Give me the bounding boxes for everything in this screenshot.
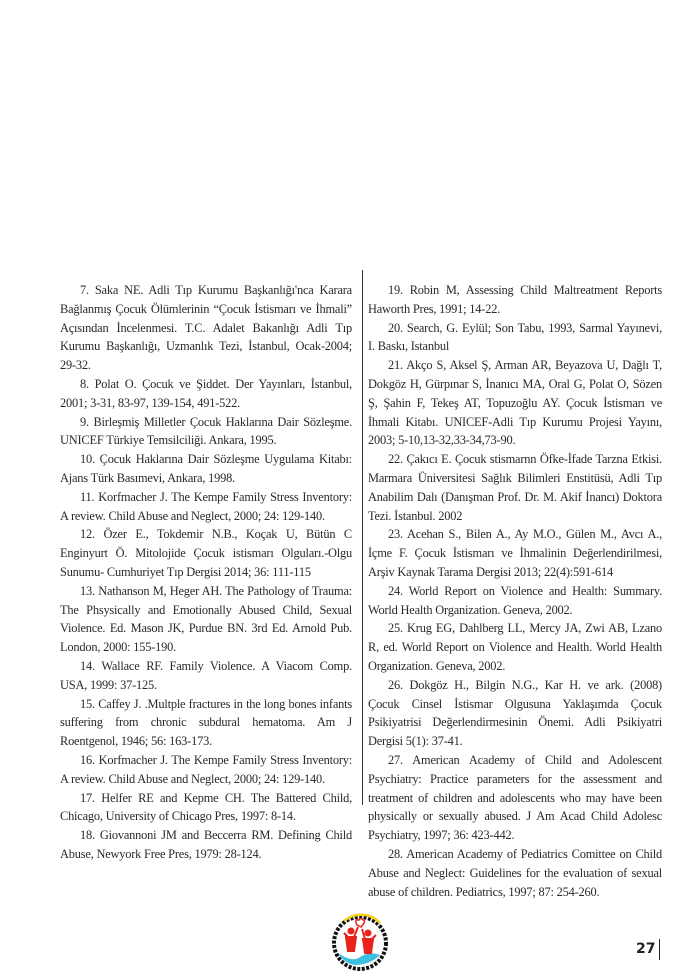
references-right-column: [368, 281, 662, 901]
reference-item: 9. Birleşmiş Milletler Çocuk Haklarına Dair Sözleşme. UNICEF Türkiye Temsilciliği. Ankara, 1995.: [60, 414, 352, 448]
reference-item: 13. Nathanson M, Heger AH. The Pathology of Trauma: The Phsysically and Emotionally Abused Child, Sexual Violence. Ed. Mason JK, Purdue BN. 3rd Ed. Arnold Pub. London, 2000: 155-190.: [60, 583, 352, 655]
reference-item: 22. Çakıcı E. Çocuk stismarnn Öfke-İfade Tarzna Etkisi. Marmara Üniversitesi Sağlık Bilimleri Enstitüsü, Adli Tıp Anabilim Dalı (Danışman Prof. Dr. M. Akif İnancı) Doktora Tezi. İstanbul. 2002: [368, 452, 662, 523]
reference-item: 18. Giovannoni JM and Beccerra RM. Defining Child Abuse, Newyork Free Pres, 1979: 28-124.: [60, 828, 352, 861]
reference-item: 16. Korfmacher J. The Kempe Family Stress Inventory: A review. Child Abuse and Neglect, 2000; 24: 129-140.: [60, 752, 352, 786]
children-hands-logo-icon: [330, 911, 390, 975]
column-divider: [362, 270, 363, 805]
reference-item: 12. Özer E., Tokdemir N.B., Koçak U, Bütün C Enginyurt Ö. Mitolojide Çocuk istismarı Olguları.-Olgu Sunumu- Cumhuriyet Tıp Dergisi 2014; 36: 111-115: [60, 527, 352, 579]
reference-item: 23. Acehan S., Bilen A., Ay M.O., Gülen M., Avcı A., İçme F. Çocuk İstismarı ve İhmalinin Değerlendirilmesi, Arşiv Kaynak Tarama Dergisi 2013; 22(4):591-614: [368, 527, 662, 579]
reference-item: 7. Saka NE. Adli Tıp Kurumu Başkanlığı'nca Karara Bağlanmış Çocuk Ölümlerinin “Çocuk İstismarı ve İhmali” Açısından İncelenmesi. T.C. Adalet Bakanlığı Adli Tıp Kurumu Başkanlığı, Uzmanlık Tezi, İstanbul, Ocak-2004; 29-32.: [60, 283, 352, 373]
references-left-column: [60, 281, 352, 864]
reference-item: 14. Wallace RF. Family Violence. A Viacom Comp. USA, 1999: 37-125.: [60, 658, 352, 692]
reference-item: 10. Çocuk Haklarına Dair Sözleşme Uygulama Kitabı: Ajans Türk Basımevi, Ankara, 1998.: [60, 452, 352, 485]
reference-item: 20. Search, G. Eylül; Son Tabu, 1993, Sarmal Yayınevi, I. Baskı, Istanbul: [368, 320, 662, 354]
reference-item: 8. Polat O. Çocuk ve Şiddet. Der Yayınları, İstanbul, 2001; 3-31, 83-97, 139-154, 491-522.: [60, 376, 352, 410]
page-number: 27: [636, 941, 656, 957]
reference-item: 15. Caffey J. .Multple fractures in the long bones infants suffering from chronic subdural hematoma. Am J Roentgenol, 1946; 56: 163-173.: [60, 696, 352, 749]
reference-item: 28. American Academy of Pediatrics Comittee on Child Abuse and Neglect: Guidelines for the evaluation of sexual abuse of children. Pediatrics, 1997; 87: 254-260.: [368, 846, 662, 899]
page-number-rule: [659, 939, 660, 960]
reference-item: 25. Krug EG, Dahlberg LL, Mercy JA, Zwi AB, Lzano R, ed. World Report on Violence and Health. World Health Organization. Geneva, 2002.: [368, 621, 662, 673]
reference-item: 27. American Academy of Child and Adolescent Psychiatry: Practice parameters for the assessment and treatment of children and adolescents who may have been physically or sexually abused. J Am Acad Child Adolesc Psychiatry, 1997; 36: 423-442.: [368, 752, 662, 843]
reference-item: 17. Helfer RE and Kepme CH. The Battered Child, Chicago, University of Chicago Pres, 1997: 8-14.: [60, 790, 352, 824]
reference-item: 26. Dokgöz H., Bilgin N.G., Kar H. ve ark. (2008) Çocuk Cinsel İstismar Olgusuna Yaklaşımda Çocuk Psikiyatrisi Değerlendirmesinin Önemi. Adli Psikiyatri Dergisi 5(1): 37-41.: [368, 677, 662, 749]
reference-item: 19. Robin M, Assessing Child Maltreatment Reports Haworth Pres, 1991; 14-22.: [368, 283, 662, 316]
reference-item: 11. Korfmacher J. The Kempe Family Stress Inventory: A review. Child Abuse and Neglect, 2000; 24: 129-140.: [60, 489, 352, 523]
reference-item: 24. World Report on Violence and Health: Summary. World Health Organization. Geneva, 2002.: [368, 583, 662, 617]
reference-item: 21. Akço S, Aksel Ş, Arman AR, Beyazova U, Dağlı T, Dokgöz H, Gürpınar S, İnanıcı MA, Oral G, Polat O, Sözen Ş, Şahin F, Tekeş AT, Topuzoğlu AY. Çocuk İstismarı ve İhmali Kitabı. UNICEF-Adli Tıp Kurumu Projesi Yayını, 2003; 5-10,13-32,33-34,73-90.: [368, 358, 662, 448]
